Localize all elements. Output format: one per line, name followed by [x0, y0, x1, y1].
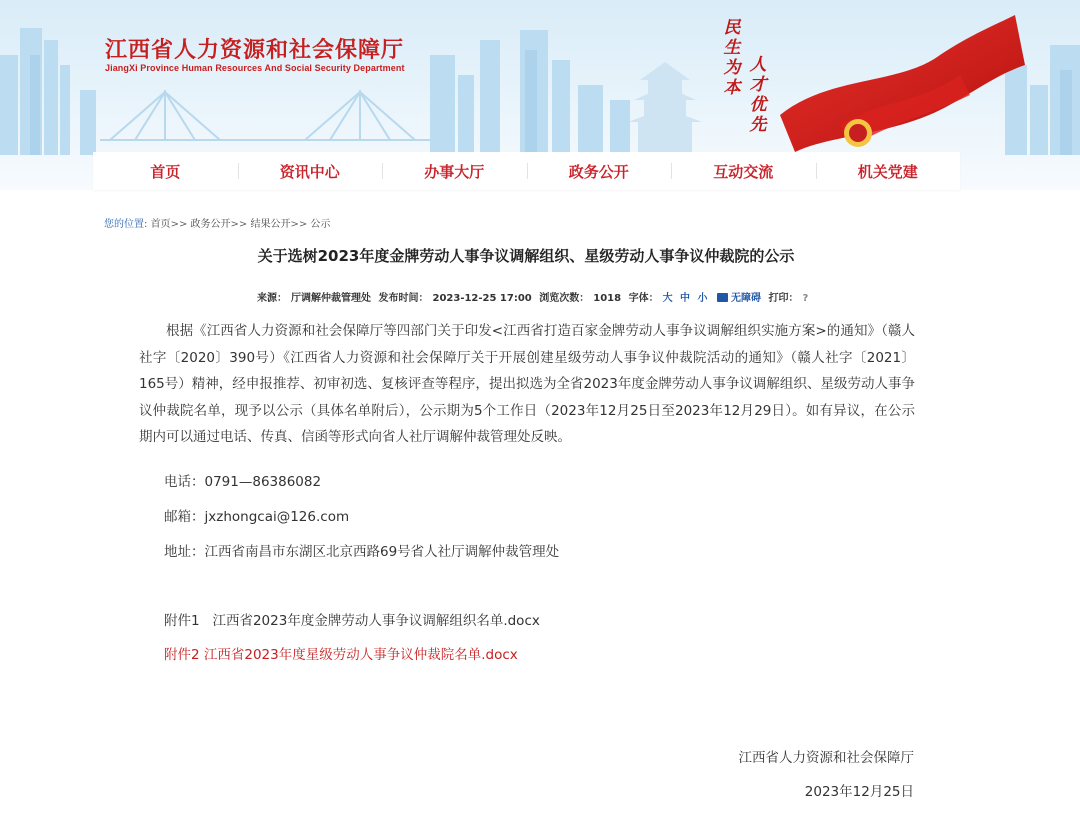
print-label: 打印： — [768, 293, 799, 304]
slogan-ren-cai-you-xian: 人 才 优 先 — [749, 55, 767, 135]
red-flag-emblem-icon — [770, 15, 1030, 155]
accessibility-button[interactable]: 无障碍 — [731, 293, 762, 304]
article-meta — [257, 289, 812, 304]
views-value: 1018 — [593, 293, 622, 304]
site-subtitle: JiangXi Province Human Resources And Social Security Department — [105, 63, 405, 73]
breadcrumb-separator: >> — [230, 219, 248, 230]
font-size-toggle[interactable]: 大 中 小 — [662, 293, 710, 304]
source-label: 来源： — [257, 293, 287, 304]
nav-interaction[interactable]: 互动交流 — [671, 161, 816, 182]
slogan-min-sheng-wei-ben: 民 生 为 本 — [723, 18, 741, 98]
source-value: 厅调解仲裁管理处 — [291, 293, 371, 304]
attachment-link-2[interactable]: 附件2 江西省2023年度星级劳动人事争议仲裁院名单.docx — [164, 647, 518, 663]
contact-email: 邮箱：jxzhongcai@126.com — [164, 509, 350, 525]
nav-news-center[interactable]: 资讯中心 — [238, 161, 383, 182]
breadcrumb-separator: >> — [290, 219, 308, 230]
main-nav — [93, 152, 960, 190]
contact-phone: 电话：0791—86386082 — [164, 474, 322, 490]
breadcrumb-home[interactable]: 首页 — [150, 219, 171, 230]
breadcrumb-results[interactable]: 结果公开 — [250, 219, 291, 230]
breadcrumb-separator: >> — [170, 219, 188, 230]
accessibility-icon — [717, 293, 728, 302]
nav-government-affairs[interactable]: 政务公开 — [527, 161, 672, 182]
print-icon[interactable]: ? — [802, 293, 809, 304]
views-label: 浏览次数： — [539, 293, 590, 304]
nav-service-hall[interactable]: 办事大厅 — [382, 161, 527, 182]
date-value: 2023-12-25 17:00 — [432, 293, 532, 304]
signature-date: 2023年12月25日 — [804, 784, 914, 800]
article-title: 关于选树2023年度金牌劳动人事争议调解组织、星级劳动人事争议仲裁院的公示 — [257, 247, 795, 265]
nav-home[interactable]: 首页 — [150, 162, 181, 181]
contact-address: 地址：江西省南昌市东湖区北京西路69号省人社厅调解仲裁管理处 — [164, 544, 560, 560]
signature-organization: 江西省人力资源和社会保障厅 — [738, 750, 914, 766]
breadcrumb-label: 您的位置: — [104, 219, 148, 230]
attachment-link-1[interactable]: 附件1 江西省2023年度金牌劳动人事争议调解组织名单.docx — [164, 613, 540, 629]
nav-party-building[interactable]: 机关党建 — [816, 161, 961, 182]
date-label: 发布时间： — [378, 293, 429, 304]
breadcrumb-government-affairs[interactable]: 政务公开 — [190, 219, 231, 230]
font-size-label: 字体： — [628, 293, 659, 304]
site-title[interactable]: 江西省人力资源和社会保障厅 — [105, 38, 405, 63]
breadcrumb — [104, 215, 330, 230]
article-paragraph: 根据《江西省人力资源和社会保障厅等四部门关于印发<江西省打造百家金牌劳动人事争议调解组织实施方案>的通知》（赣人社字〔2020〕390号）《江西省人力资源和社会保障厅关于开展创建星级劳动人事争议仲裁院活动的通知》（赣人社字〔2021〕165号）精神，经申报推荐、初审初选、复核评查等程序，提出拟选为全省2023年度金牌劳动人事争议调解组织、星级劳动人事争议仲裁院名单，现予以公示（具体名单附后），公示期为5个工作日（2023年12月25日至2023年12月29日）。如有异议，在公示期内可以通过电话、传真、信函等形式向省人社厅调解仲裁管理处反映。 — [139, 323, 915, 446]
breadcrumb-announcement[interactable]: 公示 — [310, 219, 331, 230]
